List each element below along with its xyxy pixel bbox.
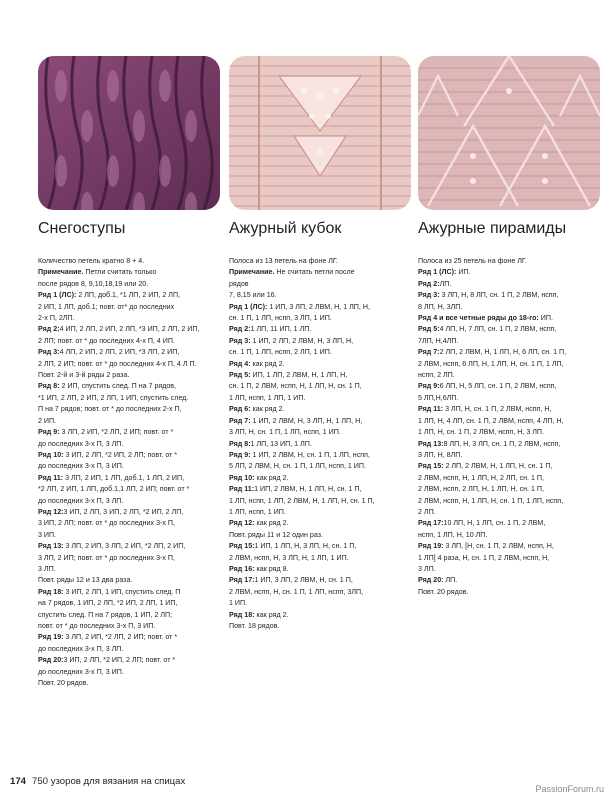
row-label: Ряд 3: <box>229 336 251 345</box>
instruction-line <box>418 404 603 415</box>
row-text: 3 ЛП, Н, 8ЛП. <box>418 450 463 459</box>
instruction-line <box>38 370 223 381</box>
instruction-line <box>38 381 223 392</box>
row-text: до последних 3-х П, 3 ЛП. <box>38 439 124 448</box>
row-text: 2 ЛВМ, нспп, Н, сн. 1 П, 1 ЛП, нспп, 3ЛП, <box>229 587 364 596</box>
row-label: Ряд 20: <box>38 656 64 665</box>
instruction-line <box>38 484 223 495</box>
row-text: 3 ИП, 2 ЛП, 3 ИП, 2 ЛП, *2 ИП, 2 ЛП, <box>63 507 184 516</box>
row-label: Ряд 15: <box>418 462 444 471</box>
page-footer <box>10 776 185 787</box>
instruction-line <box>418 564 603 575</box>
row-text: Петли считать только <box>83 268 157 277</box>
row-label: Ряд 5: <box>229 371 251 380</box>
instruction-line <box>418 530 603 541</box>
instruction-line <box>229 359 411 370</box>
instruction-line <box>229 496 411 507</box>
row-text: 3 ИП, 2 ЛП; повт. от * до последних 3-х П, <box>38 519 175 528</box>
row-text: 2-х П, 2ЛП. <box>38 314 75 323</box>
row-label: Ряд 13: <box>38 542 64 551</box>
row-label: Ряд 1 (ЛС): <box>38 291 77 300</box>
row-text: 2 ЛВМ, нспп, 6 ЛП, Н, 1 ЛП, Н, сн. 1 П, 1 ЛП, <box>418 359 564 368</box>
instruction-line <box>418 290 603 301</box>
row-text: 2 ЛВМ, нспп, Н, 1 ЛП, Н, сн. 1 П, 1 ЛП, нспп, <box>418 496 564 505</box>
row-text: повт. от * до последних 3-х П, 3 ИП. <box>38 622 156 630</box>
row-text: 1 ИП. <box>229 599 248 608</box>
instruction-line <box>38 575 223 586</box>
row-text: 1 ИП, 3 ЛП, 2 ЛВМ, Н, сн. 1 П, <box>254 576 353 585</box>
row-label: Ряд 11: <box>38 473 64 482</box>
pattern-title: Ажурный кубок <box>229 220 342 237</box>
instruction-line <box>229 347 411 358</box>
row-label: Ряд 6: <box>229 405 251 414</box>
instruction-line <box>229 575 411 586</box>
instruction-line <box>38 256 223 267</box>
book-title: 750 узоров для вязания на спицах <box>32 776 186 787</box>
row-text: 2 ЛВМ, нспп, Н, 1 ЛП, Н, 2 ЛП, сн. 1 П, <box>418 473 544 482</box>
row-text: 1 ИП, 2 ЛП, 2 ЛВМ, Н, 3 ЛП, Н, <box>250 336 354 345</box>
row-label: Ряд 10: <box>229 473 255 482</box>
row-text: сн. 1 П, 2 ЛВМ, нспп, Н, 1 ЛП, Н, сн. 1 П, <box>229 382 362 391</box>
row-text: до последних 3-х П, 3 ИП. <box>38 667 124 676</box>
instruction-line <box>38 450 223 461</box>
row-label: Ряд 9: <box>418 382 440 391</box>
row-text: как ряд 2. <box>254 610 289 619</box>
row-label: Ряд 13: <box>418 439 444 448</box>
row-text: 3 ЛП, 2 ИП; повт. от * до последних 3-х П, <box>38 553 175 562</box>
row-text: ИП. <box>456 268 471 277</box>
instruction-line <box>38 541 223 552</box>
instruction-line <box>38 416 223 427</box>
instruction-line <box>38 439 223 450</box>
instruction-line <box>229 256 411 267</box>
instruction-line <box>418 381 603 392</box>
row-text: *1 ИП, 2 ЛП, 2 ИП, 2 ЛП, 1 ИП, спустить след. <box>38 393 189 402</box>
row-text: 1 ИП, 3 ЛП, 2 ЛВМ, Н, 1 ЛП, Н, <box>267 302 370 311</box>
row-text: как ряд 8. <box>254 564 289 573</box>
row-text: 3 ЛП. <box>38 564 56 573</box>
row-text: 8 ЛП, Н, 3 ЛП, сн. 1 П, 2 ЛВМ, нспп, <box>443 439 561 448</box>
row-label: Ряд 8: <box>38 382 60 391</box>
row-text: 4 ЛП, 2 ИП, 2 ЛП, 2 ИП, *3 ЛП, 2 ИП, <box>59 348 180 357</box>
row-text: 3 ЛП, [Н, сн. 1 П, 2 ЛВМ, нспп, Н, <box>443 542 554 551</box>
row-label: Примечание. <box>229 268 275 277</box>
instruction-line <box>229 484 411 495</box>
row-text: на 7 рядов, 1 ИП, 2 ЛП, *2 ИП, 2 ЛП, 1 ИП, <box>38 599 178 608</box>
page-number: 174 <box>10 776 27 787</box>
row-text: 2 ИП. <box>38 416 57 425</box>
instruction-line <box>418 324 603 335</box>
row-text: 2 ЛП. <box>418 507 436 516</box>
row-label: Ряд 1 (ЛС): <box>418 268 457 277</box>
instruction-line <box>229 404 411 415</box>
row-text: 1 ЛП, Н, сн. 1 П, 2 ЛВМ, нспп, Н, 3 ЛП. <box>418 428 544 437</box>
row-label: Ряд 11: <box>229 485 255 494</box>
row-label: Ряд 2: <box>418 279 440 288</box>
instruction-line <box>418 587 603 598</box>
instruction-line <box>38 587 223 598</box>
instruction-line <box>38 267 223 278</box>
instruction-line <box>38 621 223 632</box>
row-label: Ряд 2: <box>229 325 251 334</box>
instruction-line <box>229 507 411 518</box>
instruction-line <box>418 393 603 404</box>
watermark: PassionForum.ru <box>535 784 604 794</box>
row-text: Полоса из 25 петель на фоне ЛГ. <box>418 257 527 265</box>
instruction-line <box>418 256 603 267</box>
row-label: Ряд 17: <box>229 576 255 585</box>
instruction-line <box>38 655 223 666</box>
row-label: Ряд 7: <box>229 416 251 425</box>
instruction-line <box>38 496 223 507</box>
instruction-line <box>229 313 411 324</box>
row-text: 1 ЛП, 13 ИП, 1 ЛП. <box>250 439 312 448</box>
instruction-line <box>38 347 223 358</box>
instruction-line <box>229 439 411 450</box>
pattern-title: Ажурные пирамиды <box>418 220 567 237</box>
instruction-line <box>38 359 223 370</box>
instruction-line <box>38 324 223 335</box>
row-text: Количество петель кратно 8 + 4. <box>38 257 145 265</box>
instruction-line <box>229 541 411 552</box>
row-label: Ряд 5: <box>418 325 440 334</box>
row-text: 3 ИП, 2 ЛП, 1 ИП, спустить след. П <box>63 587 181 596</box>
row-text: Повт. 18 рядов. <box>229 622 280 630</box>
swatch-photo-snowshoes <box>38 56 220 210</box>
instruction-line <box>418 518 603 529</box>
instruction-line <box>229 587 411 598</box>
instruction-line <box>418 267 603 278</box>
row-text: нспп, 1 ЛП, Н, 10 ЛП. <box>418 530 488 539</box>
instruction-line <box>38 302 223 313</box>
instruction-line <box>418 439 603 450</box>
row-label: Ряд 4 и все четные ряды до 18-го: <box>418 314 539 323</box>
instruction-line <box>418 507 603 518</box>
instruction-line <box>418 450 603 461</box>
row-label: Ряд 3: <box>38 348 60 357</box>
row-text: рядов <box>229 279 249 288</box>
row-text: 2 ЛП, 2 ЛВМ, Н, 1 ЛП, Н, сн. 1 П, <box>443 462 553 471</box>
row-text: ЛП. <box>443 576 458 585</box>
row-text: 8 ЛП, Н, 3ЛП. <box>418 302 463 311</box>
row-text: 3 ЛП, Н, сн. 1 П, 2 ЛВМ, нспп, Н, <box>443 405 552 414</box>
instruction-line <box>229 518 411 529</box>
row-text: 3 ЛП, 2 ИП, 1 ЛП, доб.1, 1 ЛП, 2 ИП, <box>63 473 185 482</box>
row-text: до последних 3-х П, 3 ЛП. <box>38 496 124 505</box>
instruction-line <box>38 530 223 541</box>
row-label: Ряд 11: <box>418 405 444 414</box>
pattern-title: Снегоступы <box>38 220 126 237</box>
instruction-line <box>38 644 223 655</box>
row-text: 4 ЛП, Н, 7 ЛП, сн. 1 П, 2 ЛВМ, нспп, <box>439 325 557 334</box>
row-text: как ряд 2. <box>254 519 289 528</box>
row-label: Ряд 15: <box>229 542 255 551</box>
row-label: Ряд 7: <box>418 348 440 357</box>
row-text: 3 ЛП, 2 ИП, 3 ЛП, 2 ИП, *2 ЛП, 2 ИП, <box>63 542 186 551</box>
row-text: 1 ИП, 1 ЛП, Н, 3 ЛП, Н, сн. 1 П, <box>254 542 357 551</box>
instruction-line <box>418 313 603 324</box>
row-text: нспп, 2 ЛП. <box>418 371 455 380</box>
row-text: 1 ИП, 2 ЛВМ, Н, сн. 1 П, 1 ЛП, нспп, <box>250 450 370 459</box>
row-text: как ряд 2. <box>254 473 289 482</box>
row-text: Повт. 20 рядов. <box>418 587 469 596</box>
row-label: Ряд 19: <box>38 633 64 642</box>
instruction-line <box>38 313 223 324</box>
instruction-line <box>418 461 603 472</box>
row-text: *2 ЛП, 2 ИП, 1 ЛП, доб.1,1 ЛП, 2 ИП; повт. от * <box>38 485 190 494</box>
instruction-line <box>38 667 223 678</box>
instruction-line <box>38 564 223 575</box>
instruction-line <box>38 518 223 529</box>
pattern-instructions <box>418 256 603 598</box>
row-text: ЛП. <box>439 279 452 288</box>
row-label: Ряд 19: <box>418 542 444 551</box>
row-text: 2 ИП, 1 ЛП, доб.1; повт. от* до последних <box>38 302 175 311</box>
row-label: Ряд 9: <box>229 450 251 459</box>
row-text: 1 ИП, 2 ЛВМ, Н, 1 ЛП, Н, сн. 1 П, <box>254 485 362 494</box>
instruction-line <box>38 393 223 404</box>
row-label: Ряд 20: <box>418 576 444 585</box>
row-text: 3 ЛП, Н, 8 ЛП, сн. 1 П, 2 ЛВМ, нспп, <box>439 291 559 300</box>
row-label: Ряд 17: <box>418 519 444 528</box>
instruction-line <box>418 302 603 313</box>
row-text: 6 ЛП, Н, 5 ЛП, сн. 1 П, 2 ЛВМ, нспп, <box>439 382 557 391</box>
row-text: 4 ИП, 2 ЛП, 2 ИП, 2 ЛП, *3 ИП, 2 ЛП, 2 ИП, <box>59 325 200 334</box>
row-text: 1 ЛП, нспп, 1 ИП. <box>229 507 286 516</box>
row-text: 2 ЛВМ, нспп, Н, 3 ЛП, Н, 1 ЛП, 1 ИП. <box>229 553 349 562</box>
row-label: Ряд 1 (ЛС): <box>229 302 268 311</box>
pattern-instructions <box>38 256 223 689</box>
row-label: Примечание. <box>38 268 84 277</box>
row-text: 2 ЛВМ, нспп, 2 ЛП, Н, 1 ЛП, Н, сн. 1 П, <box>418 485 544 494</box>
instruction-line <box>229 370 411 381</box>
instruction-line <box>418 359 603 370</box>
instruction-line <box>38 279 223 290</box>
row-text: Повт. 2-й и 3-й ряды 2 раза. <box>38 371 130 380</box>
row-text: спустить след. П на 7 рядов, 1 ИП, 2 ЛП; <box>38 610 173 619</box>
row-text: 1 ЛП, Н, 4 ЛП, сн. 1 П, 2 ЛВМ, нспп, 4 ЛП, Н, <box>418 416 564 425</box>
instruction-line <box>229 450 411 461</box>
row-text: Повт. ряды 12 и 13 два раза. <box>38 576 133 585</box>
row-text: Повт. 20 рядов. <box>38 679 89 688</box>
instruction-line <box>38 598 223 609</box>
row-label: Ряд 10: <box>38 450 64 459</box>
row-text: сн. 1 П, 1 ЛП, нспп, 2 ЛП, 1 ИП. <box>229 348 332 357</box>
instruction-line <box>418 347 603 358</box>
row-text: 2 ЛП, доб.1, *1 ЛП, 2 ИП, 2 ЛП, <box>76 291 181 300</box>
row-text: 2 ИП, спустить след. П на 7 рядов, <box>59 382 177 391</box>
instruction-line <box>38 404 223 415</box>
instruction-line <box>418 427 603 438</box>
swatch-photo-lace-goblet <box>229 56 411 210</box>
row-label: Ряд 4: <box>229 359 251 368</box>
row-text: как ряд 2. <box>250 405 285 414</box>
row-text: Полоса из 13 петель на фоне ЛГ. <box>229 257 338 265</box>
instruction-line <box>418 484 603 495</box>
instruction-line <box>38 427 223 438</box>
row-label: Ряд 18: <box>229 610 255 619</box>
instruction-line <box>229 564 411 575</box>
row-text: 3 ЛП. <box>418 564 436 573</box>
instruction-line <box>229 302 411 313</box>
instruction-line <box>229 336 411 347</box>
instruction-line <box>229 290 411 301</box>
swatch-photo-lace-pyramids <box>418 56 600 210</box>
row-text: 1 ЛП, 11 ИП, 1 ЛП. <box>250 325 312 334</box>
row-text: Повт. ряды 11 и 12 один раз. <box>229 530 323 539</box>
row-text: ИП, 1 ЛП, 2 ЛВМ, Н, 1 ЛП, Н, <box>250 371 348 380</box>
instruction-line <box>38 553 223 564</box>
row-text: как ряд 2. <box>250 359 285 368</box>
row-text: 1 ЛП, нспп, 1 ЛП, 1 ИП. <box>229 393 306 402</box>
row-label: Ряд 18: <box>38 587 64 596</box>
row-label: Ряд 2: <box>38 325 60 334</box>
instruction-line <box>229 279 411 290</box>
instruction-line <box>229 427 411 438</box>
instruction-line <box>229 530 411 541</box>
row-text: 2 ЛП, 2 ИП; повт. от * до последних 4-х П, 4 Л П. <box>38 359 197 368</box>
instruction-line <box>418 336 603 347</box>
row-label: Ряд 3: <box>418 291 440 300</box>
row-text: 3 ЛП, 2 ИП, *2 ЛП, 2 ИП; повт. от * <box>59 428 174 437</box>
instruction-line <box>38 678 223 689</box>
instruction-line <box>38 610 223 621</box>
instruction-line <box>418 473 603 484</box>
instruction-line <box>229 621 411 632</box>
row-text: ИП. <box>538 314 553 323</box>
instruction-line <box>418 416 603 427</box>
row-text: 1 ЛП] 4 раза, Н, сн. 1 П, 2 ЛВМ, нспп, Н, <box>418 553 550 562</box>
row-text: 5 ЛП,Н,6ЛП. <box>418 393 459 402</box>
row-text: 2 ЛП; повт. от * до последних 4-х П, 4 ИП. <box>38 336 175 345</box>
instruction-line <box>38 290 223 301</box>
instruction-line <box>229 473 411 484</box>
instruction-line <box>229 461 411 472</box>
instruction-line <box>229 324 411 335</box>
instruction-line <box>38 336 223 347</box>
row-label: Ряд 12: <box>38 507 64 516</box>
instruction-line <box>418 370 603 381</box>
instruction-line <box>229 610 411 621</box>
row-label: Ряд 16: <box>229 564 255 573</box>
row-text: 7ЛП, Н,4ЛП. <box>418 336 459 345</box>
row-text: 3 ЛП, 2 ИП, *2 ЛП, 2 ИП; повт. от * <box>63 633 178 642</box>
instruction-line <box>229 267 411 278</box>
instruction-line <box>229 393 411 404</box>
instruction-line <box>418 575 603 586</box>
pattern-instructions <box>229 256 411 632</box>
row-text: 10 ЛП, Н, 1 ЛП, сн. 1 П, 2 ЛВМ, <box>443 519 546 528</box>
row-text: 1 ИП, 2 ЛВМ, Н, 3 ЛП, Н, 1 ЛП, Н, <box>250 416 363 425</box>
instruction-line <box>229 598 411 609</box>
row-text: до последних 3-х П, 3 ЛП. <box>38 644 124 653</box>
row-text: П на 7 рядов; повт. от * до последних 2-х П, <box>38 405 182 414</box>
instruction-line <box>229 553 411 564</box>
row-text: 7, 8,15 или 16. <box>229 291 277 300</box>
instruction-line <box>229 416 411 427</box>
instruction-line <box>418 279 603 290</box>
row-label: Ряд 9: <box>38 428 60 437</box>
row-text: 2 ЛП, 2 ЛВМ, Н, 1 ЛП, Н, 6 ЛП, сн. 1 П, <box>439 348 567 357</box>
instruction-line <box>418 553 603 564</box>
instruction-line <box>229 381 411 392</box>
row-text: после рядов 8, 9,10,18,19 или 20. <box>38 279 149 288</box>
row-text: до последних 3-х П, 3 ИП. <box>38 462 124 471</box>
row-text: 1 ЛП, нспп, 1 ЛП, 2 ЛВМ, Н, 1 ЛП, Н, сн. 1 П, <box>229 496 375 505</box>
row-label: Ряд 8: <box>229 439 251 448</box>
row-text: Не считать петли после <box>274 268 355 277</box>
instruction-line <box>38 507 223 518</box>
instruction-line <box>38 473 223 484</box>
row-text: 3 ИП, 2 ЛП, *2 ИП, 2 ЛП; повт. от * <box>63 656 176 665</box>
row-text: сн. 1 П, 1 ЛП, нспп, 3 ЛП, 1 ИП. <box>229 314 332 323</box>
row-text: 5 ЛП, 2 ЛВМ, Н, сн. 1 П, 1 ЛП, нспп, 1 ИП. <box>229 462 366 471</box>
instruction-line <box>418 541 603 552</box>
instruction-line <box>418 496 603 507</box>
row-text: 3 ИП, 2 ЛП, *2 ИП, 2 ЛП; повт. от * <box>63 450 178 459</box>
row-text: 3 ИП. <box>38 530 57 539</box>
instruction-line <box>38 632 223 643</box>
row-label: Ряд 12: <box>229 519 255 528</box>
row-text: 3 ЛП, Н, сн. 1 П, 1 ЛП, нспп, 1 ИП. <box>229 428 341 437</box>
instruction-line <box>38 461 223 472</box>
